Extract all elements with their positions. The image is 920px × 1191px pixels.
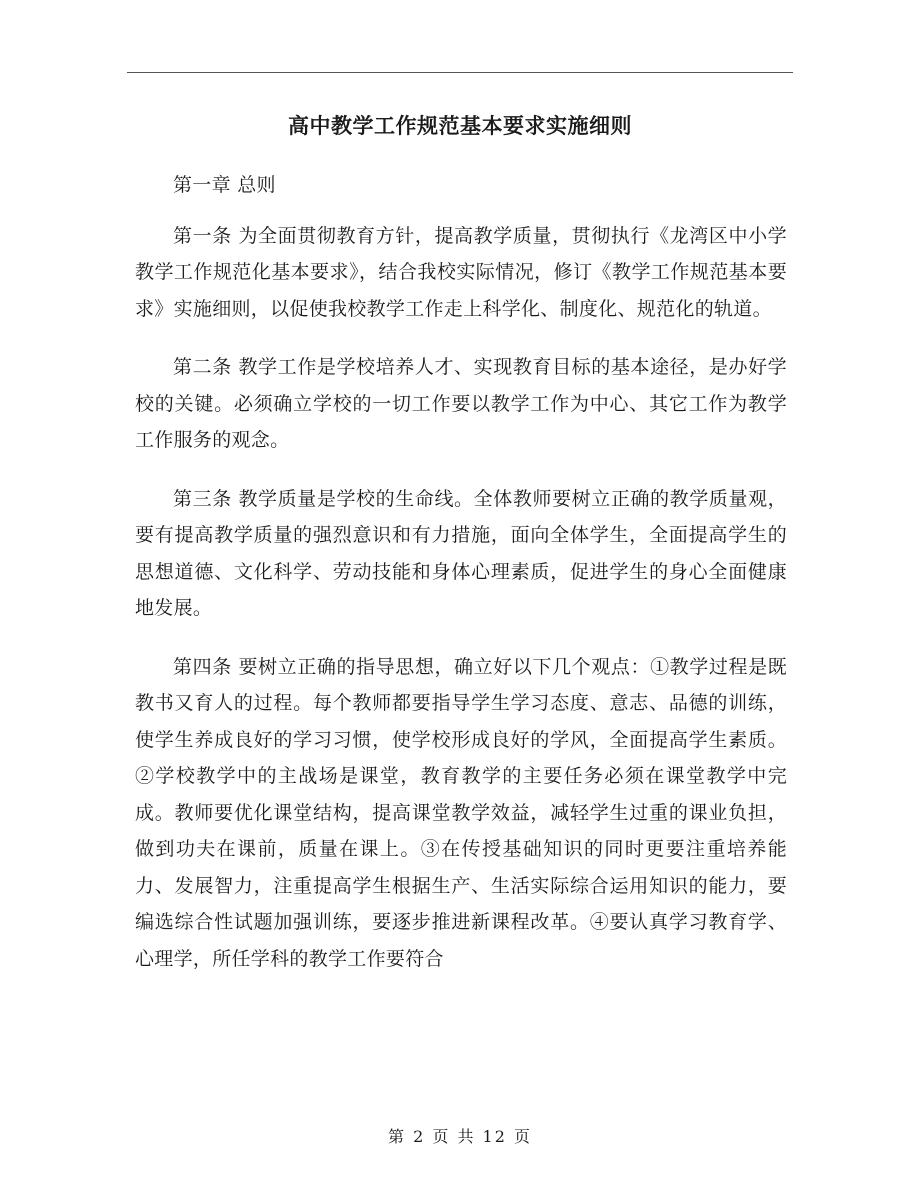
article-1: 第一条 为全面贯彻教育方针，提高教学质量，贯彻执行《龙湾区中小学教学工作规范化基本要求》，结合我校实际情况，修订《教学工作规范基本要求》实施细则，以促使我校教学工作走上科学化、制度化、规范化的轨道。: [135, 224, 787, 320]
document-body: [135, 167, 787, 999]
page-number: 第 2 页 共 12 页: [388, 1127, 532, 1146]
article-2: 第二条 教学工作是学校培养人才、实现教育目标的基本途径，是办好学校的关键。必须确立学校的一切工作要以教学工作为中心、其它工作为教学工作服务的观念。: [135, 356, 787, 451]
chapter-heading: 第一章 总则: [173, 174, 276, 196]
article-4: 第四条 要树立正确的指导思想，确立好以下几个观点：①教学过程是既教书又育人的过程。每个教师都要指导学生学习态度、意志、品德的训练，使学生养成良好的学习习惯，使学校形成良好的学风，全面提高学生素质。②学校教学中的主战场是课堂，教育教学的主要任务必须在课堂教学中完成。教师要优化课堂结构，提高课堂教学效益，减轻学生过重的课业负担，做到功夫在课前，质量在课上。③在传授基础知识的同时更要注重培养能力、发展智力，注重提高学生根据生产、生活实际综合运用知识的能力，要编选综合性试题加强训练，要逐步推进新课程改革。④要认真学习教育学、心理学，所任学科的教学工作要符合: [135, 655, 787, 970]
header-rule: [127, 72, 793, 73]
document-title: 高中教学工作规范基本要求实施细则: [288, 113, 632, 138]
article-3: 第三条 教学质量是学校的生命线。全体教师要树立正确的教学质量观，要有提高教学质量的强烈意识和有力措施，面向全体学生，全面提高学生的思想道德、文化科学、劳动技能和身体心理素质，促进学生的身心全面健康地发展。: [135, 487, 787, 619]
